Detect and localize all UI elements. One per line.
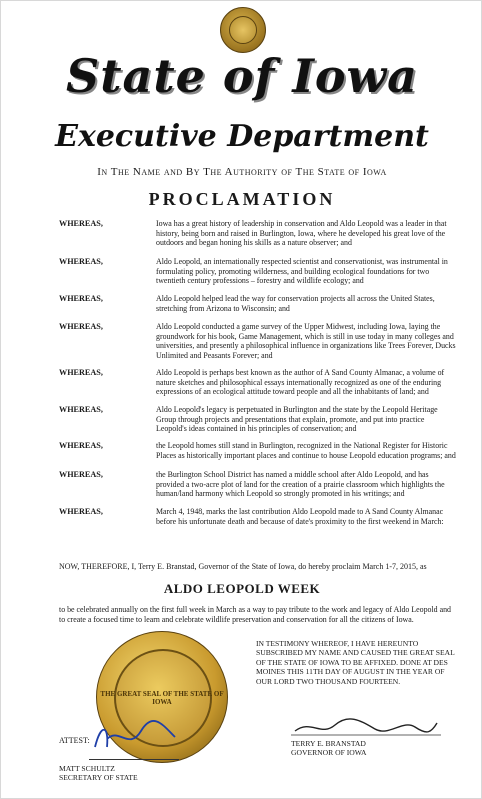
whereas-label: WHEREAS, [59,368,103,377]
week-title: ALDO LEOPOLD WEEK [163,581,321,596]
state-title: State of Iowa [66,49,418,103]
whereas-label: WHEREAS, [59,405,103,414]
governor-block [291,739,367,758]
whereas-text: March 4, 1948, marks the last contribution Aldo Leopold made to A Sand County Almanac before his unfortunate death and because of date's proximity to the first weekend in March: [156,507,444,526]
now-therefore-clause: NOW, THEREFORE, I, Terry E. Branstad, Governor of the State of Iowa, do hereby proclaim March 1-7, 2015, as [59,562,427,571]
whereas-text: Aldo Leopold helped lead the way for conservation projects all across the United States, stretching from Arizona to Wisconsin; and [156,294,435,313]
whereas-text: the Burlington School District has named a middle school after Aldo Leopold, and has provided a two-acre plot of land for the creation of a prairie classroom which highlights the human/land harmony which Leopold so strongly promoted in his writings; and [156,470,445,499]
whereas-label: WHEREAS, [59,322,103,331]
proclamation-heading: PROCLAMATION [148,189,336,209]
top-seal-emblem [220,7,266,53]
whereas-label: WHEREAS, [59,470,103,479]
secretary-title: SECRETARY OF STATE [59,773,138,783]
whereas-text: the Leopold homes still stand in Burlington, recognized in the National Register for Historic Places as historically important places and continue to house Leopold education programs; and [156,441,456,460]
whereas-text: Aldo Leopold, an internationally respected scientist and conservationist, was instrumental in formulating policy, promoting wilderness, and building ecological foundations for two twentieth century professions – forestry and wildlife ecology; and [156,257,448,286]
whereas-label: WHEREAS, [59,257,103,266]
great-seal-text: THE GREAT SEAL OF THE STATE OF IOWA [100,690,224,706]
governor-name: TERRY E. BRANSTAD [291,739,366,748]
whereas-label: WHEREAS, [59,219,103,228]
whereas-label: WHEREAS, [59,507,103,516]
whereas-text: Aldo Leopold is perhaps best known as the author of A Sand County Almanac, a volume of nature sketches and philosophical essays internationally recognized as one of the enduring expressions of an ecological attitude toward people and all the inhabitants of land; and [156,368,445,397]
governor-signature [291,715,441,739]
whereas-text: Aldo Leopold conducted a game survey of the Upper Midwest, including Iowa, laying the groundwork for his book, Game Management, which is still in use today in many colleges and universities, and presently a philosophical influence in organizations like Trees Forever, Ducks Unlimited and Peasants Forever; and [156,322,456,360]
whereas-text: Aldo Leopold's legacy is perpetuated in Burlington and the state by the Leopold Heritage Group through projects and presentations that explain, promote, and put into practice Leopold's ideas contained in his principles of conservation; and [156,405,438,434]
testimony-clause: IN TESTIMONY WHEREOF, I HAVE HEREUNTO SUBSCRIBED MY NAME AND CAUSED THE GREAT SEAL OF THE STATE OF IOWA TO BE AFFIXED. DONE AT DES MOINES THIS 11TH DAY OF AUGUST IN THE YEAR OF OUR LORD TWO THOUSAND FOURTEEN. [256,639,455,686]
secretary-name: MATT SCHULTZ [59,764,115,773]
whereas-label: WHEREAS, [59,294,103,303]
governor-title: GOVERNOR OF IOWA [291,748,367,758]
whereas-label: WHEREAS, [59,441,103,450]
secretary-block [59,764,138,783]
department-title: Executive Department [55,119,429,154]
celebration-paragraph: to be celebrated annually on the first full week in March as a way to pay tribute to the work and legacy of Aldo Leopold and to create a focused time to learn and celebrate wildlife preservation and conservation for all the citizens of Iowa. [59,605,451,624]
secretary-signature [89,717,179,757]
whereas-text: Iowa has a great history of leadership in conservation and Aldo Leopold was a leader in that history, being born and raised in Burlington, Iowa, where he developed his great love of the outdoors and began honing his skills as a nature observer; and [156,219,447,248]
authority-line: In The Name and By The Authority of The State of Iowa [97,166,387,178]
attest-label: ATTEST: [59,736,90,745]
attest-line [89,759,179,760]
